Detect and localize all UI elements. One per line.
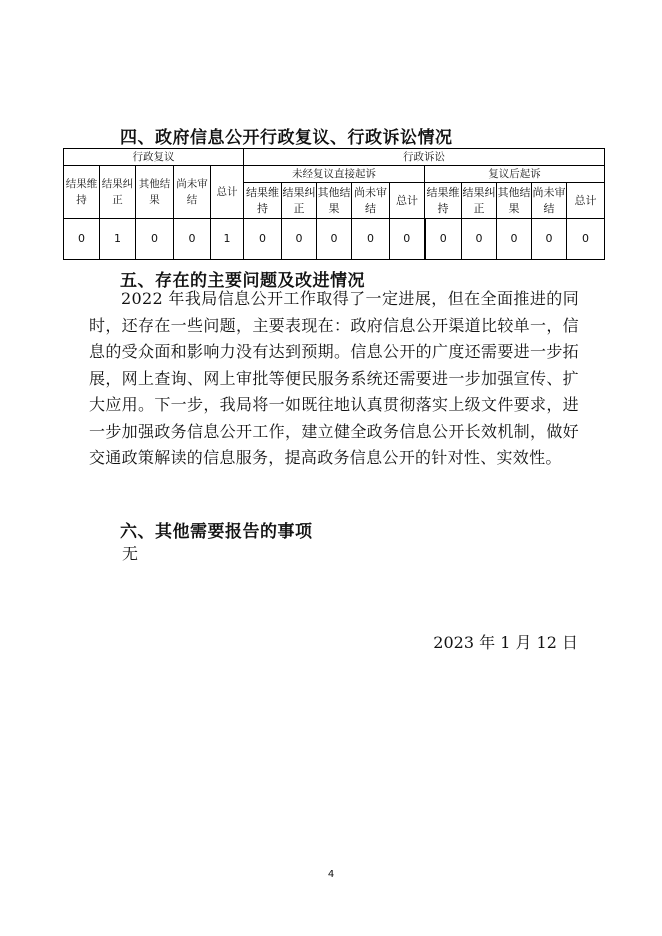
header-cell: 总计: [211, 166, 244, 219]
value-cell: 1: [211, 219, 244, 260]
value-cell: 0: [136, 219, 174, 260]
header-cell: 尚未审结: [532, 183, 567, 219]
subgroup-header-direct: 未经复议直接起诉: [244, 166, 425, 183]
header-cell: 结果维持: [425, 183, 462, 219]
group-header-litigation: 行政诉讼: [244, 149, 605, 166]
value-cell: 0: [425, 219, 462, 260]
value-cell: 0: [317, 219, 352, 260]
value-cell: 0: [567, 219, 605, 260]
value-cell: 0: [352, 219, 390, 260]
page-number: 4: [327, 869, 335, 880]
header-cell: 总计: [567, 183, 605, 219]
header-cell: 尚未审结: [174, 166, 211, 219]
value-cell: 0: [174, 219, 211, 260]
section-5-body: 2022 年我局信息公开工作取得了一定进展，但在全面推进的同时，还存在一些问题，主要表现在：政府信息公开渠道比较单一，信息的受众面和影响力没有达到预期。信息公开的广度还需要进一步拓展，网上查询、网上审批等便民服务系统还需要进一步加强宣传、扩大应用。下一步，我局将一如既往地认真贯彻落实上级文件要求，进一步加强政务信息公开工作，建立健全政务信息公开长效机制，做好交通政策解读的信息服务，提高政务信息公开的针对性、实效性。: [89, 289, 579, 467]
value-cell: 0: [282, 219, 317, 260]
subgroup-header-after-review: 复议后起诉: [425, 166, 605, 183]
value-cell: 0: [497, 219, 532, 260]
header-cell: 尚未审结: [352, 183, 390, 219]
value-cell: 0: [390, 219, 425, 260]
value-cell: 1: [100, 219, 136, 260]
header-cell: 结果维持: [244, 183, 282, 219]
section-5-heading: 五、存在的主要问题及改进情况: [120, 271, 365, 291]
value-cell: 0: [532, 219, 567, 260]
group-header-review: 行政复议: [64, 149, 244, 166]
report-date: 2023 年 1 月 12 日: [433, 633, 578, 652]
value-cell: 0: [244, 219, 282, 260]
header-cell: 其他结果: [136, 166, 174, 219]
header-cell: 结果纠正: [462, 183, 497, 219]
value-cell: 0: [64, 219, 100, 260]
review-litigation-table: [63, 148, 605, 260]
section-4-heading: 四、政府信息公开行政复议、行政诉讼情况: [120, 128, 453, 148]
value-cell: 0: [462, 219, 497, 260]
header-cell: 其他结果: [317, 183, 352, 219]
section-6-body: 无: [122, 544, 139, 563]
header-cell: 结果纠正: [100, 166, 136, 219]
section-6-heading: 六、其他需要报告的事项: [120, 522, 313, 542]
header-cell: 总计: [390, 183, 425, 219]
header-cell: 结果维持: [64, 166, 100, 219]
header-cell: 结果纠正: [282, 183, 317, 219]
header-cell: 其他结果: [497, 183, 532, 219]
